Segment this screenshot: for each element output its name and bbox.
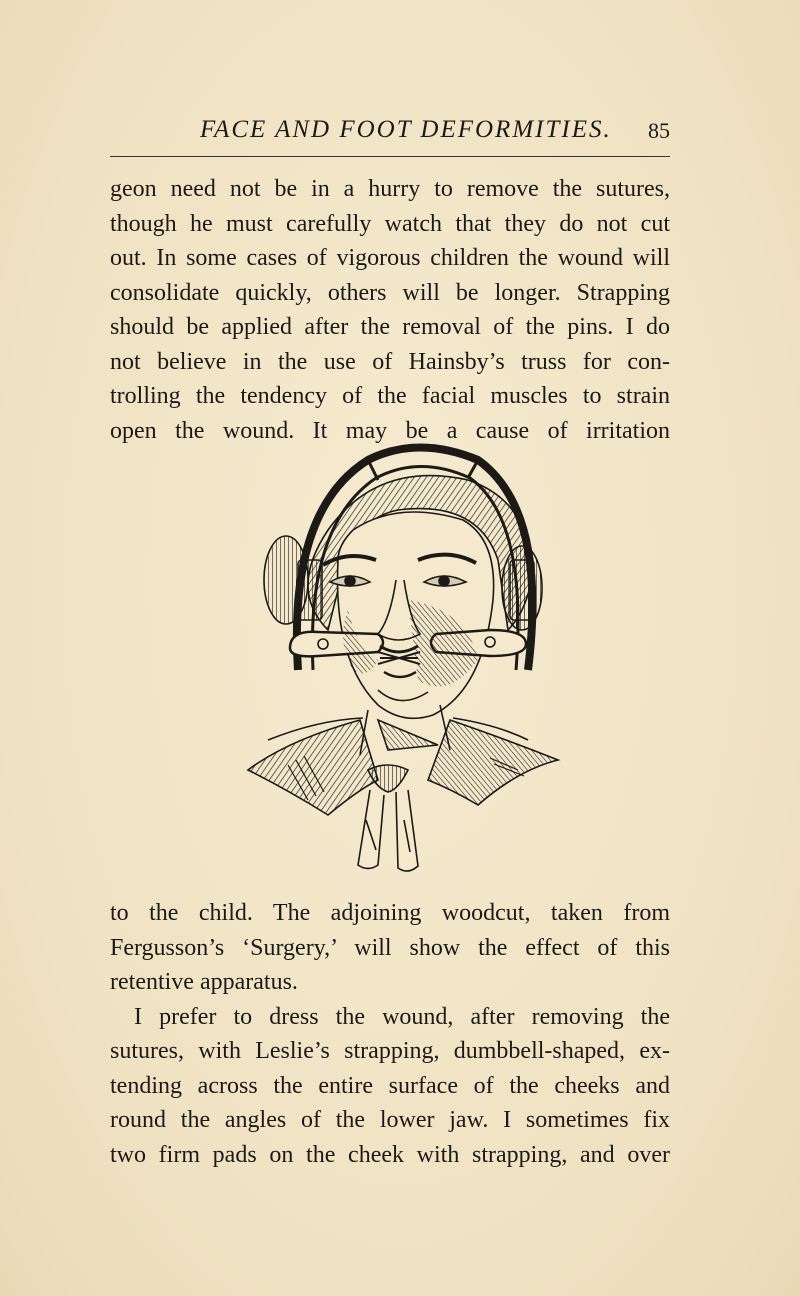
text-line: out. In some cases of vigorous children the wound will <box>110 245 670 271</box>
text-line: tending across the entire surface of the cheeks and <box>110 1072 670 1099</box>
text-line: sutures, with Leslie’s strapping, dumbbell-shaped, ex- <box>110 1038 670 1064</box>
text-block-bottom <box>110 896 670 1172</box>
text-block-top <box>110 172 670 448</box>
woodcut-face-truss-image <box>228 420 568 880</box>
text-line: two firm pads on the cheek with strapping, and over <box>110 1141 670 1168</box>
text-line: I prefer to dress the wound, after removing the <box>134 1003 670 1030</box>
text-line: Fergusson’s ‘Surgery,’ will show the effect of this <box>110 934 670 961</box>
text-line: open the wound. It may be a cause of irritation <box>110 417 670 444</box>
woodcut-illustration <box>228 420 568 880</box>
running-head <box>110 116 670 150</box>
text-line: geon need not be in a hurry to remove the sutures, <box>110 176 670 202</box>
text-line: round the angles of the lower jaw. I sometimes fix <box>110 1107 670 1133</box>
text-line: should be applied after the removal of the pins. I do <box>110 314 670 340</box>
text-line: though he must carefully watch that they do not cut <box>110 210 670 237</box>
running-title: FACE AND FOOT DEFORMITIES. <box>200 116 612 143</box>
text-line: retentive apparatus. <box>110 969 298 995</box>
text-line: consolidate quickly, others will be longer. Strapping <box>110 279 670 306</box>
text-line: trolling the tendency of the facial muscles to strain <box>110 383 670 409</box>
page-number: 85 <box>648 118 670 143</box>
text-line: to the child. The adjoining woodcut, taken from <box>110 900 670 926</box>
text-line: not believe in the use of Hainsby’s truss for con- <box>110 348 670 375</box>
header-rule <box>110 156 670 157</box>
